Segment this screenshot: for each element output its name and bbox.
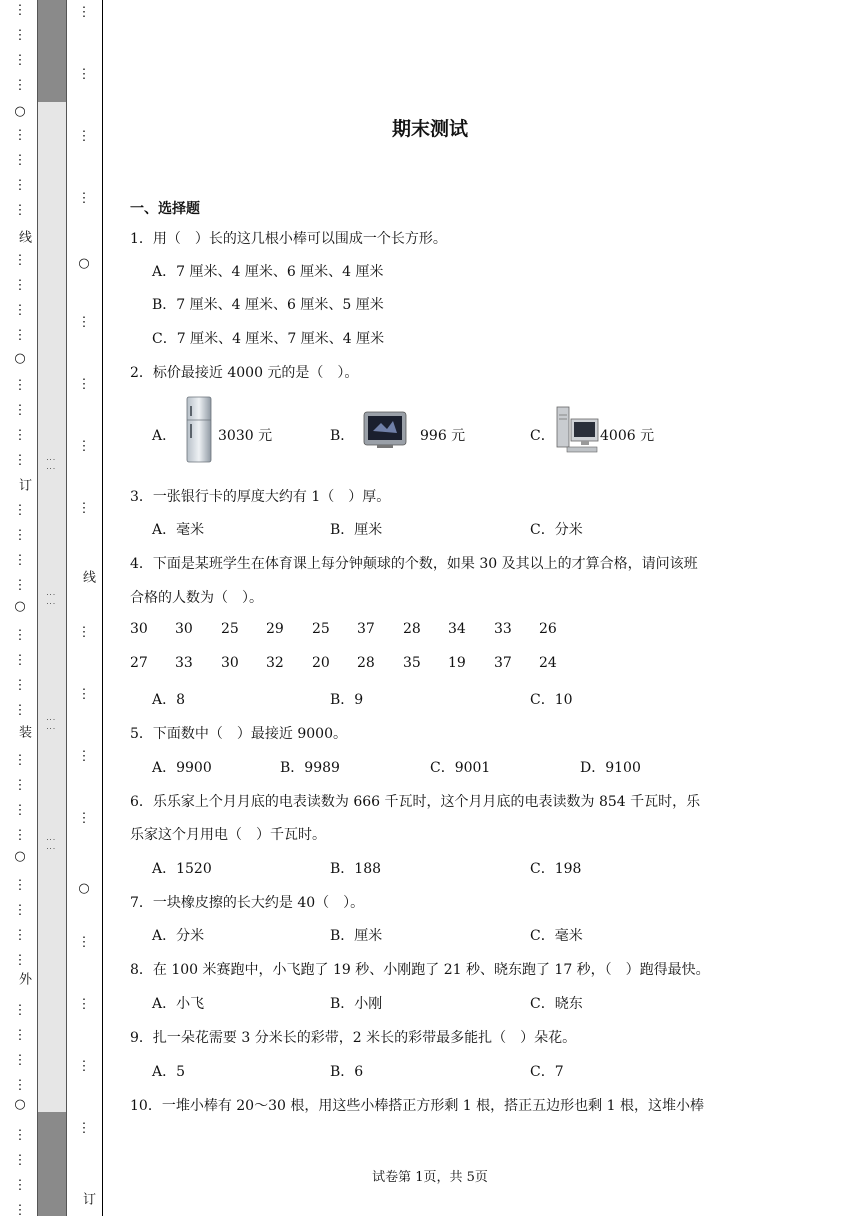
dotted-line-dots: ⋮ — [13, 553, 27, 568]
q2-option-b-letter: B． — [330, 428, 355, 444]
dotted-line-dots: ⋮ — [13, 1153, 27, 1168]
dotted-line-dots: ⋮ — [13, 903, 27, 918]
q5-option-b: B．9989 — [280, 760, 340, 776]
data-cell: 37 — [494, 655, 512, 671]
q9-option-c: C．7 — [530, 1064, 564, 1080]
dotted-line-dots: ⋮ — [13, 328, 27, 343]
binding-circle: ○ — [14, 351, 26, 366]
dotted-line-dots: ⋮ — [77, 935, 91, 950]
question-5: 5．下面数中（ ）最接近 9000。 — [130, 726, 347, 742]
data-cell: 37 — [357, 621, 375, 637]
dotted-line-dots: ⋮ — [77, 67, 91, 82]
binding-label: 订 — [80, 1192, 95, 1205]
data-cell: 29 — [266, 621, 284, 637]
dotted-line-dots: ⋮ — [13, 928, 27, 943]
data-cell: 30 — [175, 621, 193, 637]
binding-label: 线 — [80, 570, 95, 583]
q6-option-b: B．188 — [330, 861, 382, 877]
dotted-line-dots: ⋮ — [13, 578, 27, 593]
binding-circle: ○ — [14, 599, 26, 614]
q3-option-b: B．厘米 — [330, 522, 383, 538]
q8-option-a: A．小飞 — [152, 996, 205, 1012]
dotted-line-dots: ⋮ — [13, 1003, 27, 1018]
q2-option-b-price: 996 元 — [420, 428, 466, 444]
dotted-line-dots: ⋮ — [13, 378, 27, 393]
dotted-line-dots: ⋮ — [13, 503, 27, 518]
data-cell: 20 — [312, 655, 330, 671]
data-cell: 30 — [221, 655, 239, 671]
q6-option-a: A．1520 — [152, 861, 212, 877]
dotted-line-dots: ⋮ — [13, 428, 27, 443]
dotted-line-dots: ⋮ — [13, 778, 27, 793]
dotted-line-dots: ⋮ — [77, 997, 91, 1012]
dotted-line-dots: ⋮ — [13, 78, 27, 93]
dotted-line-dots: ⋮ — [77, 625, 91, 640]
q7-option-a: A．分米 — [152, 928, 205, 944]
q9-option-b: B．6 — [330, 1064, 364, 1080]
dotted-line-dots: ⋮ — [13, 303, 27, 318]
dotted-line-dots: ⋮ — [13, 403, 27, 418]
page-title: 期末测试 — [391, 118, 468, 140]
question-2: 2．标价最接近 4000 元的是（ ）。 — [130, 365, 359, 381]
q4-option-a: A．8 — [152, 692, 186, 708]
question-7: 7．一块橡皮擦的长大约是 40（ ）。 — [130, 895, 365, 911]
dotted-line-dots: ⋮ — [77, 377, 91, 392]
dotted-line-dots: ⋮ — [13, 1078, 27, 1093]
question-9: 9．扎一朵花需要 3 分米长的彩带，2 米长的彩带最多能扎（ ）朵花。 — [130, 1030, 577, 1046]
dotted-line-dots: ⋮ — [13, 1128, 27, 1143]
data-cell: 30 — [130, 621, 148, 637]
binding-circle: ○ — [78, 256, 90, 271]
dotted-line-dots: ⋮ — [13, 528, 27, 543]
dotted-line-dots: ⋮ — [13, 53, 27, 68]
dotted-line-dots: ⋮ — [13, 653, 27, 668]
data-cell: 26 — [539, 621, 557, 637]
dotted-line-dots: ⋮ — [13, 878, 27, 893]
binding-circle: ○ — [14, 849, 26, 864]
page-footer: 试卷第 1页，共 5页 — [372, 1170, 488, 1185]
refrigerator-image — [185, 396, 213, 464]
dotted-line-dots: ⋮ — [13, 278, 27, 293]
q3-option-c: C．分米 — [530, 522, 583, 538]
q2-option-a-letter: A． — [152, 428, 177, 444]
q4-option-b: B．9 — [330, 692, 364, 708]
section-heading: 一、选择题 — [130, 201, 200, 217]
dotted-line-dots: ⋮ — [13, 1178, 27, 1193]
data-cell: 19 — [448, 655, 466, 671]
dotted-line-dots: ⋮ — [13, 703, 27, 718]
data-cell: 32 — [266, 655, 284, 671]
question-1: 1．用（ ）长的这几根小棒可以围成一个长方形。 — [130, 231, 447, 247]
q1-option-a: A．7 厘米、4 厘米、6 厘米、4 厘米 — [152, 264, 384, 280]
data-cell: 34 — [448, 621, 466, 637]
q2-option-c-price: 4006 元 — [600, 428, 655, 444]
binding-label: 订 — [16, 478, 31, 491]
binding-label: 线 — [16, 230, 31, 243]
binding-circle: ○ — [78, 881, 90, 896]
q3-option-a: A．毫米 — [152, 522, 205, 538]
binding-margin — [0, 0, 104, 1216]
dotted-line-dots: ⋮ — [77, 315, 91, 330]
dotted-line-dots: ⋮ — [13, 1203, 27, 1218]
dotted-line-dots: ⋮ — [77, 1121, 91, 1136]
q5-option-c: C．9001 — [430, 760, 491, 776]
dotted-line-dots: ⋮ — [13, 803, 27, 818]
data-cell: 25 — [221, 621, 239, 637]
television-image — [363, 411, 407, 449]
data-cell: 28 — [403, 621, 421, 637]
gray-tick: ⋮⋮ — [45, 715, 55, 733]
dotted-line-dots: ⋮ — [13, 678, 27, 693]
q5-option-d: D．9100 — [580, 760, 641, 776]
binding-border-line — [102, 0, 103, 1216]
dotted-line-dots: ⋮ — [77, 439, 91, 454]
data-cell: 27 — [130, 655, 148, 671]
data-cell: 28 — [357, 655, 375, 671]
binding-dark-block-bottom — [37, 1112, 67, 1216]
data-cell: 33 — [175, 655, 193, 671]
data-cell: 35 — [403, 655, 421, 671]
q6-option-c: C．198 — [530, 861, 582, 877]
binding-circle: ○ — [14, 104, 26, 119]
data-cell: 25 — [312, 621, 330, 637]
dotted-line-dots: ⋮ — [13, 178, 27, 193]
dotted-line-dots: ⋮ — [13, 828, 27, 843]
q1-option-b: B．7 厘米、4 厘米、6 厘米、5 厘米 — [152, 297, 384, 313]
dotted-line-dots: ⋮ — [13, 1053, 27, 1068]
q9-option-a: A．5 — [152, 1064, 186, 1080]
question-4-line-1: 4．下面是某班学生在体育课上每分钟颠球的个数，如果 30 及其以上的才算合格，请问该班 — [130, 556, 698, 572]
outer-cut-line — [8, 0, 32, 1216]
q7-option-c: C．毫米 — [530, 928, 583, 944]
binding-label: 外 — [16, 972, 31, 985]
q2-option-c-letter: C． — [530, 428, 555, 444]
dotted-line-dots: ⋮ — [77, 5, 91, 20]
computer-image — [555, 405, 599, 455]
dotted-line-dots: ⋮ — [13, 453, 27, 468]
question-3: 3．一张银行卡的厚度大约有 1（ ）厚。 — [130, 489, 391, 505]
binding-circle: ○ — [14, 1097, 26, 1112]
dotted-line-dots: ⋮ — [13, 953, 27, 968]
dotted-line-dots: ⋮ — [13, 753, 27, 768]
dotted-line-dots: ⋮ — [77, 191, 91, 206]
question-6-line-2: 乐家这个月用电（ ）千瓦时。 — [130, 827, 326, 843]
dotted-line-dots: ⋮ — [77, 1059, 91, 1074]
dotted-line-dots: ⋮ — [13, 28, 27, 43]
binding-gray-column — [37, 0, 67, 1216]
dotted-line-dots: ⋮ — [13, 1028, 27, 1043]
inner-cut-line — [72, 0, 98, 1216]
question-10: 10．一堆小棒有 20～30 根，用这些小棒搭正方形剩 1 根，搭正五边形也剩 1 根，这堆小棒 — [130, 1098, 704, 1114]
dotted-line-dots: ⋮ — [77, 811, 91, 826]
binding-dark-block-top — [37, 0, 67, 102]
q5-option-a: A．9900 — [152, 760, 212, 776]
data-cell: 33 — [494, 621, 512, 637]
question-8: 8．在 100 米赛跑中，小飞跑了 19 秒、小刚跑了 21 秒、晓东跑了 17 秒，（ ）跑得最快。 — [130, 962, 710, 978]
dotted-line-dots: ⋮ — [77, 687, 91, 702]
question-6-line-1: 6．乐乐家上个月月底的电表读数为 666 千瓦时，这个月月底的电表读数为 854 千瓦时，乐 — [130, 794, 701, 810]
dotted-line-dots: ⋮ — [13, 3, 27, 18]
dotted-line-dots: ⋮ — [13, 253, 27, 268]
dotted-line-dots: ⋮ — [77, 501, 91, 516]
dotted-line-dots: ⋮ — [13, 203, 27, 218]
dotted-line-dots: ⋮ — [13, 153, 27, 168]
dotted-line-dots: ⋮ — [13, 628, 27, 643]
q4-option-c: C．10 — [530, 692, 573, 708]
q8-option-c: C．晓东 — [530, 996, 583, 1012]
gray-tick: ⋮⋮ — [45, 455, 55, 473]
dotted-line-dots: ⋮ — [77, 129, 91, 144]
binding-label: 装 — [16, 725, 31, 738]
gray-tick: ⋮⋮ — [45, 835, 55, 853]
q1-option-c: C．7 厘米、4 厘米、7 厘米、4 厘米 — [152, 331, 385, 347]
dotted-line-dots: ⋮ — [77, 749, 91, 764]
data-cell: 24 — [539, 655, 557, 671]
question-4-line-2: 合格的人数为（ ）。 — [130, 590, 263, 606]
q7-option-b: B．厘米 — [330, 928, 383, 944]
q2-option-a-price: 3030 元 — [218, 428, 273, 444]
q8-option-b: B．小刚 — [330, 996, 383, 1012]
dotted-line-dots: ⋮ — [13, 128, 27, 143]
gray-tick: ⋮⋮ — [45, 590, 55, 608]
